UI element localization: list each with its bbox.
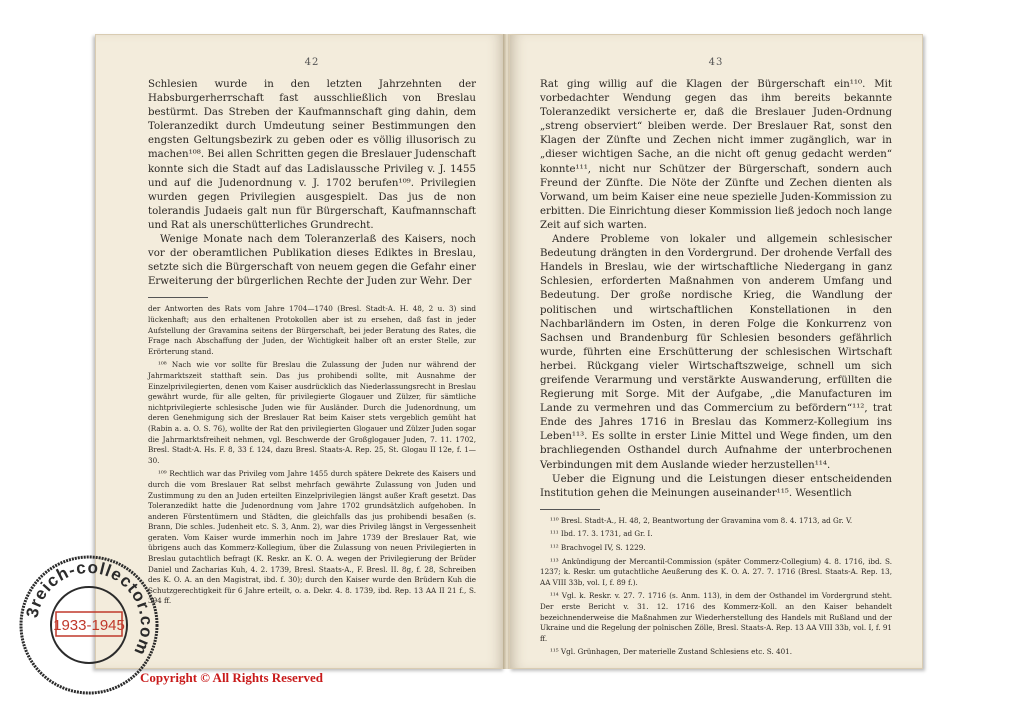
right-footnote-5: ¹¹⁴ Vgl. k. Reskr. v. 27. 7. 1716 (s. Anm. 113), in dem der Osthandel im Vordergrund steht. Der erste Bericht v. 31. 12. 1716 des Kommerz-Koll. an den Kaiser behandelt bezeichnenderweise die Maßnahmen zur Wiederherstellung des Handels mit Rußland und der Ukraine und die Regelung der polnischen Zölle, Bresl. Staats-A. Rep. 13 AA VIII 33b, vol. I, f. 91 ff. bbox=[540, 591, 892, 643]
left-footnote-1: der Antworten des Rats vom Jahre 1704—1740 (Bresl. Stadt-A. H. 48, 2 u. 3) sind lückenhaft; aus den erhaltenen Protokollen aber ist zu ersehen, daß fast in jeder Aufstellung der Gravamina seitens der Bürgerschaft, bei jeder Beratung des Rates, die Frage nach Abschaffung der Juden, der Wichtigkeit halber oft an erster Stelle, zur Erörterung stand. bbox=[148, 304, 476, 356]
page-number-left: 42 bbox=[304, 57, 320, 68]
left-paragraph-2: Wenige Monate nach dem Toleranzerlaß des Kaisers, noch vor der oberamtlichen Publikation dieses Ediktes in Breslau, setzte sich die Bürgerschaft von neuem gegen die Gefahr einer Erweiterung der bürgerlichen Rechte der Juden zur Wehr. Der bbox=[148, 234, 476, 288]
left-footnote-3: ¹⁰⁹ Rechtlich war das Privileg vom Jahre 1455 durch spätere Dekrete des Kaisers und durch die vom Breslauer Rat selbst mehrfach gewährte Zulassung von Juden und Zustimmung zu den an Juden erteilten Einzelprivilegien längst außer Kraft gesetzt. Das Toleranzedikt hatte die Judenordnung vom Jahre 1702 grundsätzlich aufgehoben. In anderen Fürstentümern und Städten, die gleichfalls das jus prohibendi besaßen (s. Brann, Die schles. Judenheit etc. S. 3, Anm. 2), war dies Privileg längst in Vergessenheit geraten. Vom Kaiser wurde immerhin noch im Jahre 1739 der Breslauer Rat, wie übrigens auch das Kommerz-Kollegium, über die Zulassung von neuen Privilegierten in Breslau gutachtlich befragt (K. Reskr. an K. O. A. wegen der Privilegierung der Brüder Daniel und Zacharias Kuh, 4. 2. 1739, Bresl. Staats-A., F. Bresl. II. 8g, f. 28, Schreiben des K. O. A. an den Magistrat, ibd. f. 30); durch den Kaiser wurde den Brüdern Kuh die Schutzgerechtigkeit für 6 Jahre erteilt, o. a. Dekr. 4. 8. 1739, ibd. Rep. 13 AA II 21 f., S. 394 ff. bbox=[148, 469, 476, 606]
right-footnote-3: ¹¹² Brachvogel IV, S. 1229. bbox=[550, 543, 646, 552]
left-footnotes bbox=[148, 304, 476, 607]
footnote-rule-left bbox=[148, 297, 208, 298]
right-paragraph-1: Rat ging willig auf die Klagen der Bürgerschaft ein¹¹⁰. Mit vorbedachter Wendung gegen das ihm bereits bekannte Toleranzedikt versicherte er, daß die Breslauer Juden-Ordnung „streng observiert“ bleiben werde. Der Breslauer Rat, sonst den Klagen der Zünfte und Zechen nicht immer zugänglich, war in „dieser wichtigen Sache, an die nicht oft genug gedacht werden“ konnte¹¹¹, nicht nur Schützer der Bürgerschaft, sondern auch Freund der Zünfte. Die Nöte der Zünfte und Zechen dienten als Vorwand, um beim Kaiser eine neue spezielle Juden-Kommission zu erbitten. Die Einrichtung dieser Kommission ließ jedoch noch lange Zeit auf sich warten. bbox=[540, 79, 892, 231]
right-paragraph-3: Ueber die Eignung und die Leistungen dieser entscheidenden Institution gehen die Meinungen auseinander¹¹⁵. Wesentlich bbox=[540, 473, 892, 499]
left-paragraph-1: Schlesien wurde in den letzten Jahrzehnten der Habsburgerherrschaft fast ausschließlich von Breslau bestürmt. Das Streben der Kaufmannschaft ging dahin, dem Toleranzedikt durch Umdeutung seiner Bestimmungen den engsten Geltungsbezirk zu geben oder es völlig illusorisch zu machen¹⁰⁸. Bei allen Schritten gegen die Breslauer Judenschaft konnte sich die Stadt auf das Ladislaussche Privileg v. J. 1455 und auf die Judenordnung v. J. 1702 berufen¹⁰⁹. Privilegien wurden gegen Privilegien ausgespielt. Das jus de non tolerandis Judaeis galt nun für Bürgerschaft, Kaufmannschaft und Rat als unerschütterliches Grundrecht. bbox=[148, 79, 476, 231]
footnote-rule-right bbox=[540, 509, 600, 510]
right-paragraph-2: Andere Probleme von lokaler und allgemein schlesischer Bedeutung drängten in den Vordergrund. Der drohende Verfall des Handels in Breslau, wie der wirtschaftliche Niedergang in ganz Schlesien, erforderten Maßnahmen von anderem Umfang und Bedeutung. Der große nordische Krieg, die Wandlung der politischen und wirtschaftlichen Konstellationen in den Nachbarländern im Osten, in deren Folge die Konkurrenz von Sachsen und Brandenburg für Schlesien besonders gefährlich wurde, führten eine Erschütterung der schlesischen Wirtschaft herbei. Rückgang vieler Wirtschaftszweige, schnell um sich greifende Verarmung und verstärkte Auswanderung, erfüllten die Regierung mit Sorge. Mit der Aufgabe, „die Manufacturen im Lande zu vermehren und das Commercium zu befördern“¹¹², trat Ende des Jahres 1716 in Breslau das Kommerz-Kollegium ins Leben¹¹³. Es sollte in erster Linie Mittel und Wege finden, um den brachliegenden Osthandel durch Aufnahme der unterbrochenen Verbindungen mit dem Auslande wieder herzustellen¹¹⁴. bbox=[540, 234, 892, 471]
copyright-notice: Copyright © All Rights Reserved bbox=[140, 670, 324, 685]
right-footnote-1: ¹¹⁰ Bresl. Stadt-A., H. 48, 2, Beantwortung der Gravamina vom 8. 4. 1713, ad Gr. V. bbox=[550, 515, 853, 525]
left-footnote-2: ¹⁰⁸ Nach wie vor sollte für Breslau die Zulassung der Juden nur während der Jahrmarktszeit statthaft sein. Das jus prohibendi sollte, mit Ausnahme der Einzelprivilegierten, denen vom Kaiser ausdrücklich das Niederlassungsrecht in Breslau gewährt wurde, für alle gelten, für privilegierte Glogauer und Zülzer, für sämtliche nichtprivilegierte schlesische Juden wie für Ausländer. Durch die Judenordnung, um deren Genehmigung sich der Breslauer Rat beim Kaiser stets vergeblich gemüht hat (Rabin a. a. O. S. 76), wollte der Rat den privilegierten Glogauer und Zülzer Juden sogar die Jahrmarktsfreiheit nehmen, vgl. Beschwerde der Großglogauer Juden, 7. 11. 1702, Bresl. Stadt-A. Hs. F. 8, 33 f. 124, dazu Bresl. Staats-A. Rep. 25, St. Glogau II 12e, f. 1—30. bbox=[148, 360, 476, 465]
stamp-ring-text: 3reich-collector.com bbox=[22, 557, 157, 659]
right-page bbox=[509, 34, 923, 669]
stamp-date-text: 1933-1945 bbox=[53, 617, 125, 634]
right-footnote-2: ¹¹¹ Ibd. 17. 3. 1731, ad Gr. I. bbox=[550, 529, 653, 539]
open-book bbox=[95, 34, 925, 672]
right-footnotes bbox=[540, 516, 892, 658]
right-footnote-4: ¹¹³ Ankündigung der Mercantil-Commission (später Commerz-Collegium) 4. 8. 1716, ibd. S. 1237; k. Reskr. um gutachtliche Aeußerung des K. O. A. 27. 7. 1716 (Bresl. Staats-A. Rep. 13, AA VIII 33b, vol. I, f. 89 f.). bbox=[540, 556, 892, 587]
right-body-text bbox=[540, 78, 892, 501]
left-body-text bbox=[148, 78, 476, 289]
page-number-right: 43 bbox=[708, 57, 724, 68]
right-footnote-6: ¹¹⁵ Vgl. Grünhagen, Der materielle Zustand Schlesiens etc. S. 401. bbox=[550, 647, 793, 657]
